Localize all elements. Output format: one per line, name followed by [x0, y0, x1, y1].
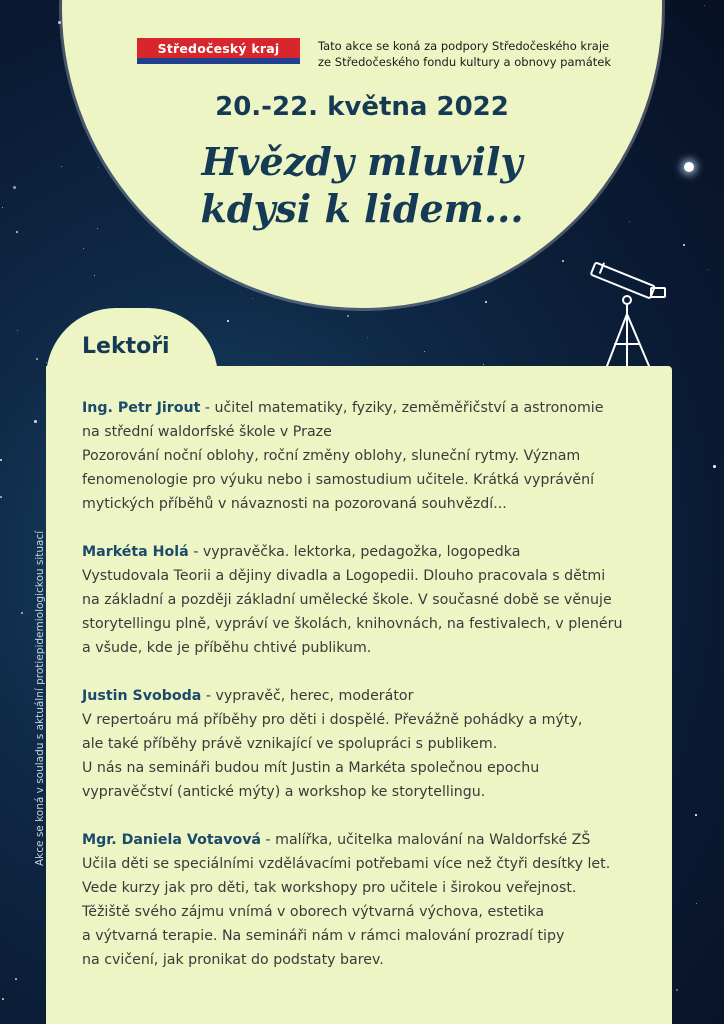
- lecturer-text-line: mytických příběhů v návaznosti na pozorovaná souhvězdí...: [82, 496, 507, 512]
- star: [704, 5, 705, 6]
- lecturer-text-line: storytellingu plně, vypráví ve školách, knihovnách, na festivalech, v plenéru: [82, 616, 623, 632]
- star: [367, 337, 368, 338]
- star: [483, 364, 484, 365]
- lecturer-text-line: na střední waldorfské škole v Praze: [82, 424, 332, 440]
- star: [629, 221, 630, 222]
- star: [676, 989, 678, 991]
- star: [713, 465, 716, 468]
- star: [2, 207, 3, 208]
- star: [13, 186, 16, 189]
- star: [708, 269, 709, 270]
- star: [2, 998, 4, 1000]
- lecturer-role: - vypravěč, herec, moderátor: [201, 688, 414, 704]
- star: [0, 496, 2, 498]
- lecturer-role: - učitel matematiky, fyziky, zeměměřičství a astronomie: [200, 400, 604, 416]
- lecturer-text-line: na základní a později základní umělecké škole. V současné době se věnuje: [82, 592, 612, 608]
- lecturer-name: Justin Svoboda: [82, 688, 202, 704]
- lecturer-text-line: ale také příběhy právě vznikající ve spolupráci s publikem.: [82, 736, 498, 752]
- lecturers-list: [82, 396, 672, 996]
- star: [16, 231, 18, 233]
- title-line: kdysi k lidem...: [200, 186, 524, 231]
- star: [94, 275, 95, 276]
- lecturer-text-line: a všude, kde je příběhu chtivé publikum.: [82, 640, 372, 656]
- lecturer-heading: [82, 828, 672, 852]
- lecturer-text-line: Učila děti se speciálními vzdělávacími potřebami více než čtyři desítky let.: [82, 856, 611, 872]
- lecturer-text-line: na cvičení, jak pronikat do podstaty barev.: [82, 952, 384, 968]
- bright-star: [684, 162, 694, 172]
- star: [15, 978, 17, 980]
- lecturer-name: Mgr. Daniela Votavová: [82, 832, 262, 848]
- star: [683, 244, 685, 246]
- logo-stripe: [137, 58, 300, 64]
- lecturer-text-line: Pozorování noční oblohy, roční změny oblohy, sluneční rytmy. Význam: [82, 448, 581, 464]
- sponsor-note: [318, 38, 648, 70]
- star: [696, 903, 697, 904]
- lecturer-name: Ing. Petr Jirout: [82, 400, 201, 416]
- star: [252, 298, 253, 299]
- stredocesky-kraj-logo: [137, 38, 300, 64]
- lecturer-text-line: V repertoáru má příběhy pro děti i dospělé. Převážně pohádky a mýty,: [82, 712, 583, 728]
- star: [98, 167, 99, 168]
- star: [562, 260, 564, 262]
- section-title: Lektoři: [82, 334, 170, 359]
- logo-text: Středočeský kraj: [137, 38, 300, 58]
- lecturer-role: - vypravěčka. lektorka, pedagožka, logopedka: [188, 544, 521, 560]
- event-date: 20.-22. května 2022: [215, 92, 509, 122]
- sponsor-line: ze Středočeského fondu kultury a obnovy památek: [318, 55, 612, 69]
- star: [227, 320, 229, 322]
- sponsor-line: Tato akce se koná za podpory Středočeského kraje: [318, 39, 610, 53]
- lecturer-heading: [82, 396, 672, 420]
- telescope-icon: [585, 262, 670, 370]
- title-line: Hvězdy mluvily: [201, 139, 523, 184]
- side-note: Akce se koná v souladu s aktuální protiepidemiologickou situací: [34, 530, 46, 866]
- star: [695, 814, 697, 816]
- star: [83, 248, 84, 249]
- lecturer-text-line: Vede kurzy jak pro děti, tak workshopy pro učitele i širokou veřejnost.: [82, 880, 577, 896]
- lecturer-block: [82, 684, 672, 804]
- lecturer-text-line: Vystudovala Teorii a dějiny divadla a Logopedii. Dlouho pracovala s dětmi: [82, 568, 606, 584]
- event-title: [180, 138, 544, 232]
- lecturer-role: - malířka, učitelka malování na Waldorfské ZŠ: [261, 832, 591, 848]
- star: [97, 228, 98, 229]
- star: [17, 330, 18, 331]
- star: [485, 301, 487, 303]
- lecturer-name: Markéta Holá: [82, 544, 189, 560]
- lecturer-text-line: vypravěčství (antické mýty) a workshop ke storytellingu.: [82, 784, 486, 800]
- lecturer-heading: [82, 684, 672, 708]
- lecturer-block: [82, 396, 672, 516]
- star: [21, 612, 23, 614]
- lecturer-text-line: Těžiště svého zájmu vnímá v oborech výtvarná výchova, estetika: [82, 904, 545, 920]
- lecturer-text-line: fenomenologie pro výuku nebo i samostudium učitele. Krátká vyprávění: [82, 472, 595, 488]
- star: [0, 459, 2, 461]
- lecturer-block: [82, 828, 672, 972]
- lecturer-block: [82, 540, 672, 660]
- star: [347, 315, 349, 317]
- lecturer-text-line: U nás na semináři budou mít Justin a Markéta společnou epochu: [82, 760, 540, 776]
- star: [424, 351, 425, 352]
- star: [34, 420, 37, 423]
- star: [61, 166, 62, 167]
- star: [36, 358, 38, 360]
- star: [58, 21, 61, 24]
- lecturer-heading: [82, 540, 672, 564]
- lecturer-text-line: a výtvarná terapie. Na semináři nám v rámci malování prozradí tipy: [82, 928, 565, 944]
